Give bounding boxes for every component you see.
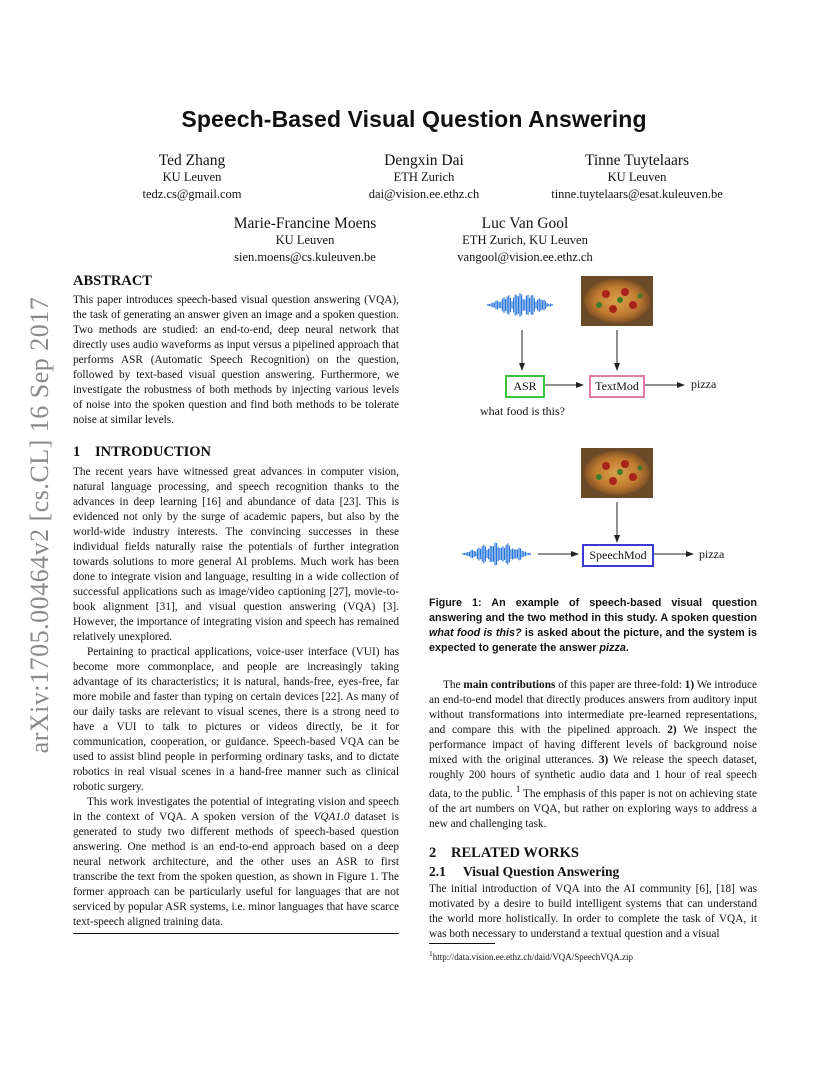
author-block bbox=[112, 152, 272, 203]
author-name: Luc Van Gool bbox=[481, 215, 569, 232]
right-column bbox=[429, 678, 757, 942]
author-affiliation: KU Leuven bbox=[275, 233, 335, 247]
author-email: vangool@vision.ee.ethz.ch bbox=[457, 250, 593, 264]
dataset-name: VQA1.0 bbox=[313, 811, 350, 823]
text-span: 2) bbox=[667, 724, 677, 736]
contributions-paragraph bbox=[429, 678, 757, 832]
footnote-rule bbox=[429, 943, 495, 944]
author-affiliation: ETH Zurich bbox=[393, 170, 455, 184]
paper-title: Speech-Based Visual Question Answering bbox=[181, 106, 647, 132]
text-span: We introduce an end-to-end model that directly produces answers from auditory input without transformations into intermediate pre-learned representations, and compare this with the pipelined approach. bbox=[429, 679, 757, 736]
text-span: pizza bbox=[599, 642, 626, 654]
author-email: tinne.tuytelaars@esat.kuleuven.be bbox=[551, 187, 723, 201]
text-span: The bbox=[443, 679, 464, 691]
related-text: The initial introduction of VQA into the AI community [6], [18] was motivated by a desire to build intelligent systems that can understand the world more holistically. In order to complete the task of VQA, it was both necessary to understand a textual question and a visual bbox=[429, 882, 757, 940]
author-block bbox=[430, 215, 620, 266]
pizza-image bbox=[581, 448, 653, 498]
footnote-mark: 1 bbox=[429, 949, 433, 958]
pizza-image bbox=[581, 276, 653, 326]
abstract-heading: ABSTRACT bbox=[73, 273, 152, 289]
subsection-heading bbox=[429, 864, 757, 879]
column-end-rule bbox=[73, 933, 399, 934]
author-affiliation: ETH Zurich, KU Leuven bbox=[462, 233, 588, 247]
author-block bbox=[334, 152, 514, 203]
section-number: 1 bbox=[73, 444, 81, 460]
asr-box: ASR bbox=[505, 375, 545, 398]
author-name: Ted Zhang bbox=[158, 152, 226, 169]
footnote bbox=[429, 948, 633, 963]
author-name: Dengxin Dai bbox=[384, 152, 464, 169]
text-span: main contributions bbox=[463, 679, 556, 691]
section-number: 2 bbox=[429, 844, 437, 861]
author-email: sien.moens@cs.kuleuven.be bbox=[234, 250, 376, 264]
author-block bbox=[522, 152, 752, 203]
intro-heading bbox=[73, 445, 399, 460]
left-column bbox=[73, 274, 399, 930]
speechmod-box: SpeechMod bbox=[582, 544, 654, 567]
section-title: RELATED WORKS bbox=[451, 844, 579, 861]
subsection-number: 2.1 bbox=[429, 863, 446, 879]
abstract-text: This paper introduces speech-based visual question answering (VQA), the task of generating an answer given an image and a spoken question. Two methods are studied: an end-to-end, deep neural network that directly uses audio waveforms as input versus a pipelined approach that performs ASR (Automatic Speech Recognition) on the question, followed by text-based visual question answering. Furthermore, we investigate the robustness of both methods by injecting various levels of noise into the spoken question and find both methods to be tolerate noise at similar levels. bbox=[73, 294, 399, 426]
text-span: We release the speech dataset, roughly 200 hours of synthetic audio data and 1 hour of real speech data, to the public. bbox=[429, 754, 757, 800]
author-email: dai@vision.ee.ethz.ch bbox=[368, 187, 480, 201]
author-name: Tinne Tuytelaars bbox=[584, 152, 690, 169]
footnote-url[interactable]: http://data.vision.ee.ethz.ch/daid/VQA/SpeechVQA.zip bbox=[432, 952, 633, 962]
text-span: . bbox=[625, 642, 629, 654]
intro-paragraph-2: Pertaining to practical applications, voice-user interface (VUI) has become more commonplace, and people are increasingly taking advantage of its characteristics; it is natural, hands-free, eyes-free, far more mobile and faster than typing on certain devices [22]. As many of our daily tasks are relevant to visual scenes, there is a strong need to have a VUI to talk to pictures or videos directly, be it for communication, cooperation, or guidance. Speech-based VQA can be used to assist blind people in performing ordinary tasks, and to dictate robotics in real visual scenes in a hand-free manner such as clinical robotic surgery. bbox=[73, 646, 399, 793]
audio-waveform-icon bbox=[463, 543, 530, 566]
text-span: Figure 1: An example of speech-based visual question answering and the two method in this study. A spoken question bbox=[429, 597, 757, 624]
author-affiliation: KU Leuven bbox=[607, 170, 667, 184]
intro-paragraph-3 bbox=[73, 795, 399, 930]
answer-label: pizza bbox=[691, 377, 717, 391]
figure-caption bbox=[429, 596, 757, 656]
text-span: dataset is generated to study two different methods of speech-based question answering. One method is an end-to-end approach based on a deep neural network architecture, and the other uses an ASR to first transcribe the text from the spoken question, as shown in Figure 1. The former approach can be particularly useful for languages that are not serviced by popular ASR systems, i.e. minor languages that have scarce text-speech aligned training data. bbox=[73, 811, 399, 928]
text-span: is asked about the picture, and the system is expected to generate the answer bbox=[429, 627, 757, 654]
text-span: This work investigates the potential of integrating vision and speech in the context of VQA. A spoken version of the bbox=[73, 796, 399, 823]
answer-label: pizza bbox=[699, 547, 725, 561]
text-span: 3) bbox=[598, 754, 609, 766]
text-span: The emphasis of this paper is not on achieving state of the art numbers on VQA, but rather on exploring ways to address a new and challenging task. bbox=[429, 787, 757, 830]
author-affiliation: KU Leuven bbox=[162, 170, 222, 184]
section-title: INTRODUCTION bbox=[95, 444, 212, 460]
subsection-title: Visual Question Answering bbox=[463, 863, 620, 879]
related-heading bbox=[429, 846, 757, 861]
text-span: what food is this? bbox=[429, 627, 522, 639]
author-email: tedz.cs@gmail.com bbox=[142, 187, 242, 201]
text-span: We inspect the performance impact of having different levels of background noise mixed with the original utterances. bbox=[429, 724, 758, 766]
text-span: 1) bbox=[684, 679, 695, 691]
text-span: of this paper are three-fold: bbox=[555, 679, 685, 691]
author-block bbox=[212, 215, 398, 266]
footnote-ref[interactable]: 1 bbox=[515, 785, 521, 795]
arxiv-stamp: arXiv:1705.00464v2 [cs.CL] 16 Sep 2017 bbox=[25, 296, 54, 754]
audio-waveform-icon bbox=[488, 293, 552, 317]
textmod-box: TextMod bbox=[589, 375, 645, 398]
author-name: Marie-Francine Moens bbox=[233, 215, 377, 232]
intro-paragraph-1: The recent years have witnessed great advances in computer vision, natural language processing, and speech recognition thanks to the advances in deep learning [16] and abundance of data [23]. This is evidenced not only by the surge of academic papers, but also by the world-wide industry interests. The convincing successes in these individual fields naturally raise the potentials of further integration towards solutions to more general AI problems. Much work has been done to integrate vision and language, resulting in a wide collection of successful applications such as image/video captioning [27], movie-to-book alignment [31], and visual question answering (VQA) [3]. However, the importance of integrating vision and speech has remained relatively unexplored. bbox=[73, 466, 399, 643]
question-transcript: what food is this? bbox=[480, 404, 565, 418]
